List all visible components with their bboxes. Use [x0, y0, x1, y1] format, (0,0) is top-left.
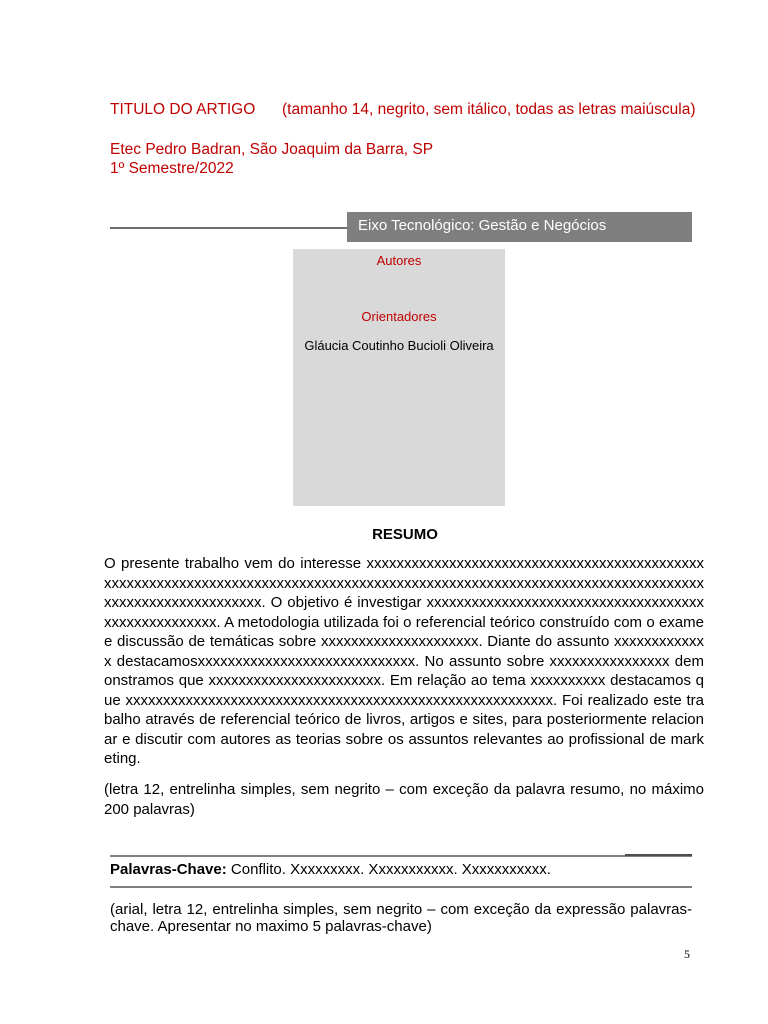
keywords-values: Conflito. Xxxxxxxxx. Xxxxxxxxxxx. Xxxxxxxxxxx.: [226, 861, 551, 878]
keywords-format-note: (arial, letra 12, entrelinha simples, sem negrito – com exceção da expressão palavras-chave. Apresentar no maximo 5 palavras-chave): [110, 901, 692, 935]
page-number: 5: [684, 947, 690, 961]
keywords-line: [110, 861, 551, 878]
autores-label: Autores: [376, 253, 422, 268]
keywords-label: Palavras-Chave:: [110, 861, 227, 878]
title-format-note: (tamanho 14, negrito, sem itálico, todas as letras maiúscula): [282, 101, 696, 118]
article-title: TITULO DO ARTIGO: [110, 101, 256, 118]
authors-box: [293, 249, 505, 506]
article-header-line: [110, 101, 696, 119]
orientadores-label: Orientadores: [361, 309, 437, 324]
orientador-name: Gláucia Coutinho Bucioli Oliveira: [304, 338, 494, 353]
keywords-bottom-rule: [110, 886, 692, 888]
keywords-top-rule: [110, 855, 692, 857]
keywords-top-rule-accent: [625, 854, 692, 856]
resumo-body: O presente trabalho vem do interesse xxxxxxxxxxxxxxxxxxxxxxxxxxxxxxxxxxxxxxxxxxxxxxxxxxxxxxxxxxxxxxxxxxxxxxxxxxxxxxxxxxxxxxxxxxxxxxxxxxxxxxxxxxxxxxxxxxxxxxxxxxxxxxxxxxxxxxxxxxxxxxxxxx. O objetivo é investigar xxxxxxxxxxxxxxxxxxxxxxxxxxxxxxxxxxxxxxxxxxxxxxxxxxxx. A metodologia utilizada foi o referencial teórico construído com o exame e discussão de temáticas sobre xxxxxxxxxxxxxxxxxxxxx. Diante do assunto xxxxxxxxxxxxx destacamosxxxxxxxxxxxxxxxxxxxxxxxxxxxxx. No assunto sobre xxxxxxxxxxxxxxxx demonstramos que xxxxxxxxxxxxxxxxxxxxxxx. Em relação ao tema xxxxxxxxxx destacamos que xxxxxxxxxxxxxxxxxxxxxxxxxxxxxxxxxxxxxxxxxxxxxxxxxxxxxxxxx. Foi realizado este trabalho através de referencial teórico de livros, artigos e sites, para posteriormente relacionar e discutir com autores as teorias sobre os assuntos relevantes ao profissional de marketing.: [104, 555, 704, 767]
semester-line: 1º Semestre/2022: [110, 160, 234, 177]
resumo-format-note: (letra 12, entrelinha simples, sem negrito – com exceção da palavra resumo, no máximo 200 palavras): [104, 781, 704, 818]
resumo-heading: RESUMO: [372, 526, 438, 543]
school-line: Etec Pedro Badran, São Joaquim da Barra, SP: [110, 141, 434, 158]
eixo-banner: Eixo Tecnológico: Gestão e Negócios: [347, 212, 692, 242]
header-divider: [110, 227, 347, 229]
